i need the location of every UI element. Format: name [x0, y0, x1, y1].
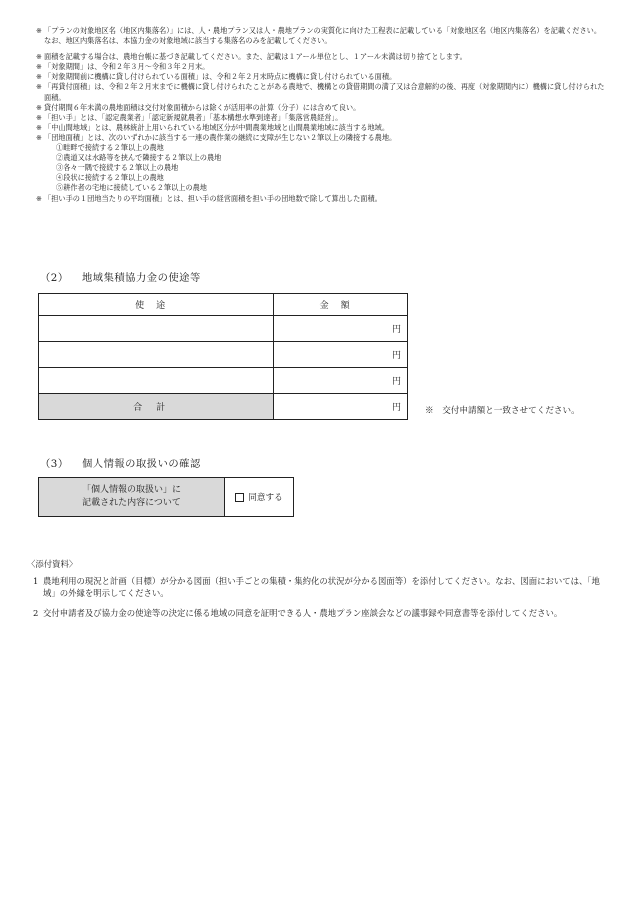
section-2-heading: [40, 269, 201, 284]
note-text: 「団地面積」とは、次のいずれかに該当する一連の農作業の継続に支障が生じない２筆以上の隣接する農地。: [44, 132, 397, 142]
notes-block: [36, 26, 608, 204]
note-item: ※ 貸付期間６年未満の農地面積は交付対象面積からは除くが活用率の計算（分子）には含めて良い。: [36, 102, 361, 112]
column-header-amount: 金額: [274, 294, 408, 316]
note-text: 「中山間地域」とは、農林統計上用いられている地域区分が中間農業地域と山間農業地域に該当する地域。: [44, 122, 390, 132]
attachment-item: 2 交付申請者及び協力金の使途等の決定に係る地域の同意を証明できる人・農地プラン座談会などの議事録や同意書等を添付してください。: [33, 607, 563, 618]
total-label: 合計: [39, 394, 274, 420]
privacy-consent-box: [38, 477, 294, 517]
total-note: ※ 交付申請額と一致させてください。: [425, 406, 580, 416]
attachment-text: 交付申請者及び協力金の使途等の決定に係る地域の同意を証明できる人・農地プラン座談会などの議事録や同意書等を添付してください。: [43, 607, 563, 618]
note-text: 面積を記載する場合は、農地台帳に基づき記載してください。また、記載は１アール単位とし、１アール未満は切り捨てとします。: [44, 52, 467, 62]
agree-checkbox[interactable]: [225, 478, 293, 516]
note-item: ※ 「団地面積」とは、次のいずれかに該当する一連の農作業の継続に支障が生じない２筆以上の隣接する農地。: [36, 132, 397, 142]
section-title: 地域集積協力金の使途等: [82, 272, 201, 284]
note-item: ※ 「プランの対象地区名（地区内集落名）」には、人・農地プラン又は人・農地プランの実質化に向けた工程表に記載している「対象地区名（地区内集落名）を記載ください。なお、地区内集落名は、本協力金の対象地域に該当する集落名のみを記載してください。: [36, 26, 602, 46]
table-row: [39, 368, 408, 394]
use-cell[interactable]: [39, 368, 274, 394]
amount-cell[interactable]: 円: [274, 342, 408, 368]
section-number: （3）: [40, 458, 69, 470]
sub-item: ①畦畔で接続する２筆以上の農地: [56, 143, 164, 153]
amount-cell[interactable]: 円: [274, 316, 408, 342]
total-row: [39, 394, 408, 420]
note-text: 「プランの対象地区名（地区内集落名）」には、人・農地プラン又は人・農地プランの実質化に向けた工程表に記載している「対象地区名（地区内集落名）を記載ください。なお、地区内集落名は、本協力金の対象地域に該当する集落名のみを記載してください。: [44, 26, 602, 46]
note-text: 「担い手の１団地当たりの平均面積」とは、担い手の経営面積を担い手の団地数で除して算出した面積。: [44, 193, 382, 203]
privacy-consent-label: 「個人情報の取扱い」に 記載された内容について: [39, 478, 225, 516]
section-3-heading: [40, 455, 201, 470]
section-title: 個人情報の取扱いの確認: [82, 458, 201, 470]
table-row: [39, 316, 408, 342]
note-item: ※ 面積を記載する場合は、農地台帳に基づき記載してください。また、記載は１アール単位とし、１アール未満は切り捨てとします。: [36, 52, 467, 62]
section-number: （2）: [40, 272, 69, 284]
note-item: ※ 「対象期間」は、令和２年３月～令和３年２月末。: [36, 62, 210, 72]
table-header-row: [39, 294, 408, 316]
checkbox-icon[interactable]: [235, 493, 244, 502]
sub-item: ⑤耕作者の宅地に接続している２筆以上の農地: [56, 183, 207, 193]
note-item: ※ 「中山間地域」とは、農林統計上用いられている地域区分が中間農業地域と山間農業地域に該当する地域。: [36, 122, 390, 132]
use-cell[interactable]: [39, 342, 274, 368]
note-item: ※ 「担い手の１団地当たりの平均面積」とは、担い手の経営面積を担い手の団地数で除して算出した面積。: [36, 193, 382, 203]
note-item: ※ 「再貸付面積」は、令和２年２月末までに機構に貸し付けられたことがある農地で、機構との貸借期間の満了又は合意解約の後、再度（対象期間内に）機構に貸し付けられた面積。: [36, 82, 605, 102]
column-header-use: 使途: [39, 294, 274, 316]
sub-item: ④段状に接続する２筆以上の農地: [56, 173, 164, 183]
sub-item: ②農道又は水路等を挟んで隣接する２筆以上の農地: [56, 153, 222, 163]
note-text: 貸付期間６年未満の農地面積は交付対象面積からは除くが活用率の計算（分子）には含めて良い。: [44, 102, 361, 112]
note-text: 「再貸付面積」は、令和２年２月末までに機構に貸し付けられたことがある農地で、機構との貸借期間の満了又は合意解約の後、再度（対象期間内に）機構に貸し付けられた面積。: [44, 82, 605, 102]
note-text: 「担い手」とは、「認定農業者」「認定新規就農者」「基本構想水準到達者」「集落営農経営」。: [44, 112, 343, 122]
note-text: 「対象期間前に機構に貸し付けられている面積」は、令和２年２月末時点に機構に貸し付けられている面積。: [44, 72, 397, 82]
note-text: 「対象期間」は、令和２年３月～令和３年２月末。: [44, 62, 210, 72]
attachment-item: 1 農地利用の現況と計画（目標）が分かる図面（担い手ごとの集積・集約化の状況が分かる図面等）を添付してください。なお、図面においては、「地域」の外縁を明示してください。: [33, 575, 600, 598]
usage-table: [38, 293, 408, 420]
note-item: ※ 「担い手」とは、「認定農業者」「認定新規就農者」「基本構想水準到達者」「集落営農経営」。: [36, 112, 343, 122]
amount-cell[interactable]: 円: [274, 368, 408, 394]
note-item: ※ 「対象期間前に機構に貸し付けられている面積」は、令和２年２月末時点に機構に貸し付けられている面積。: [36, 72, 397, 82]
sub-item: ③各々一隅で接続する２筆以上の農地: [56, 163, 179, 173]
agree-label: 同意する: [248, 493, 283, 503]
attachments-heading: 〈添付資料〉: [27, 559, 78, 569]
use-cell[interactable]: [39, 316, 274, 342]
table-row: [39, 342, 408, 368]
attachment-text: 農地利用の現況と計画（目標）が分かる図面（担い手ごとの集積・集約化の状況が分かる図面等）を添付してください。なお、図面においては、「地域」の外縁を明示してください。: [43, 575, 600, 598]
total-amount-cell[interactable]: 円: [274, 394, 408, 420]
attachments-section: [27, 558, 612, 626]
